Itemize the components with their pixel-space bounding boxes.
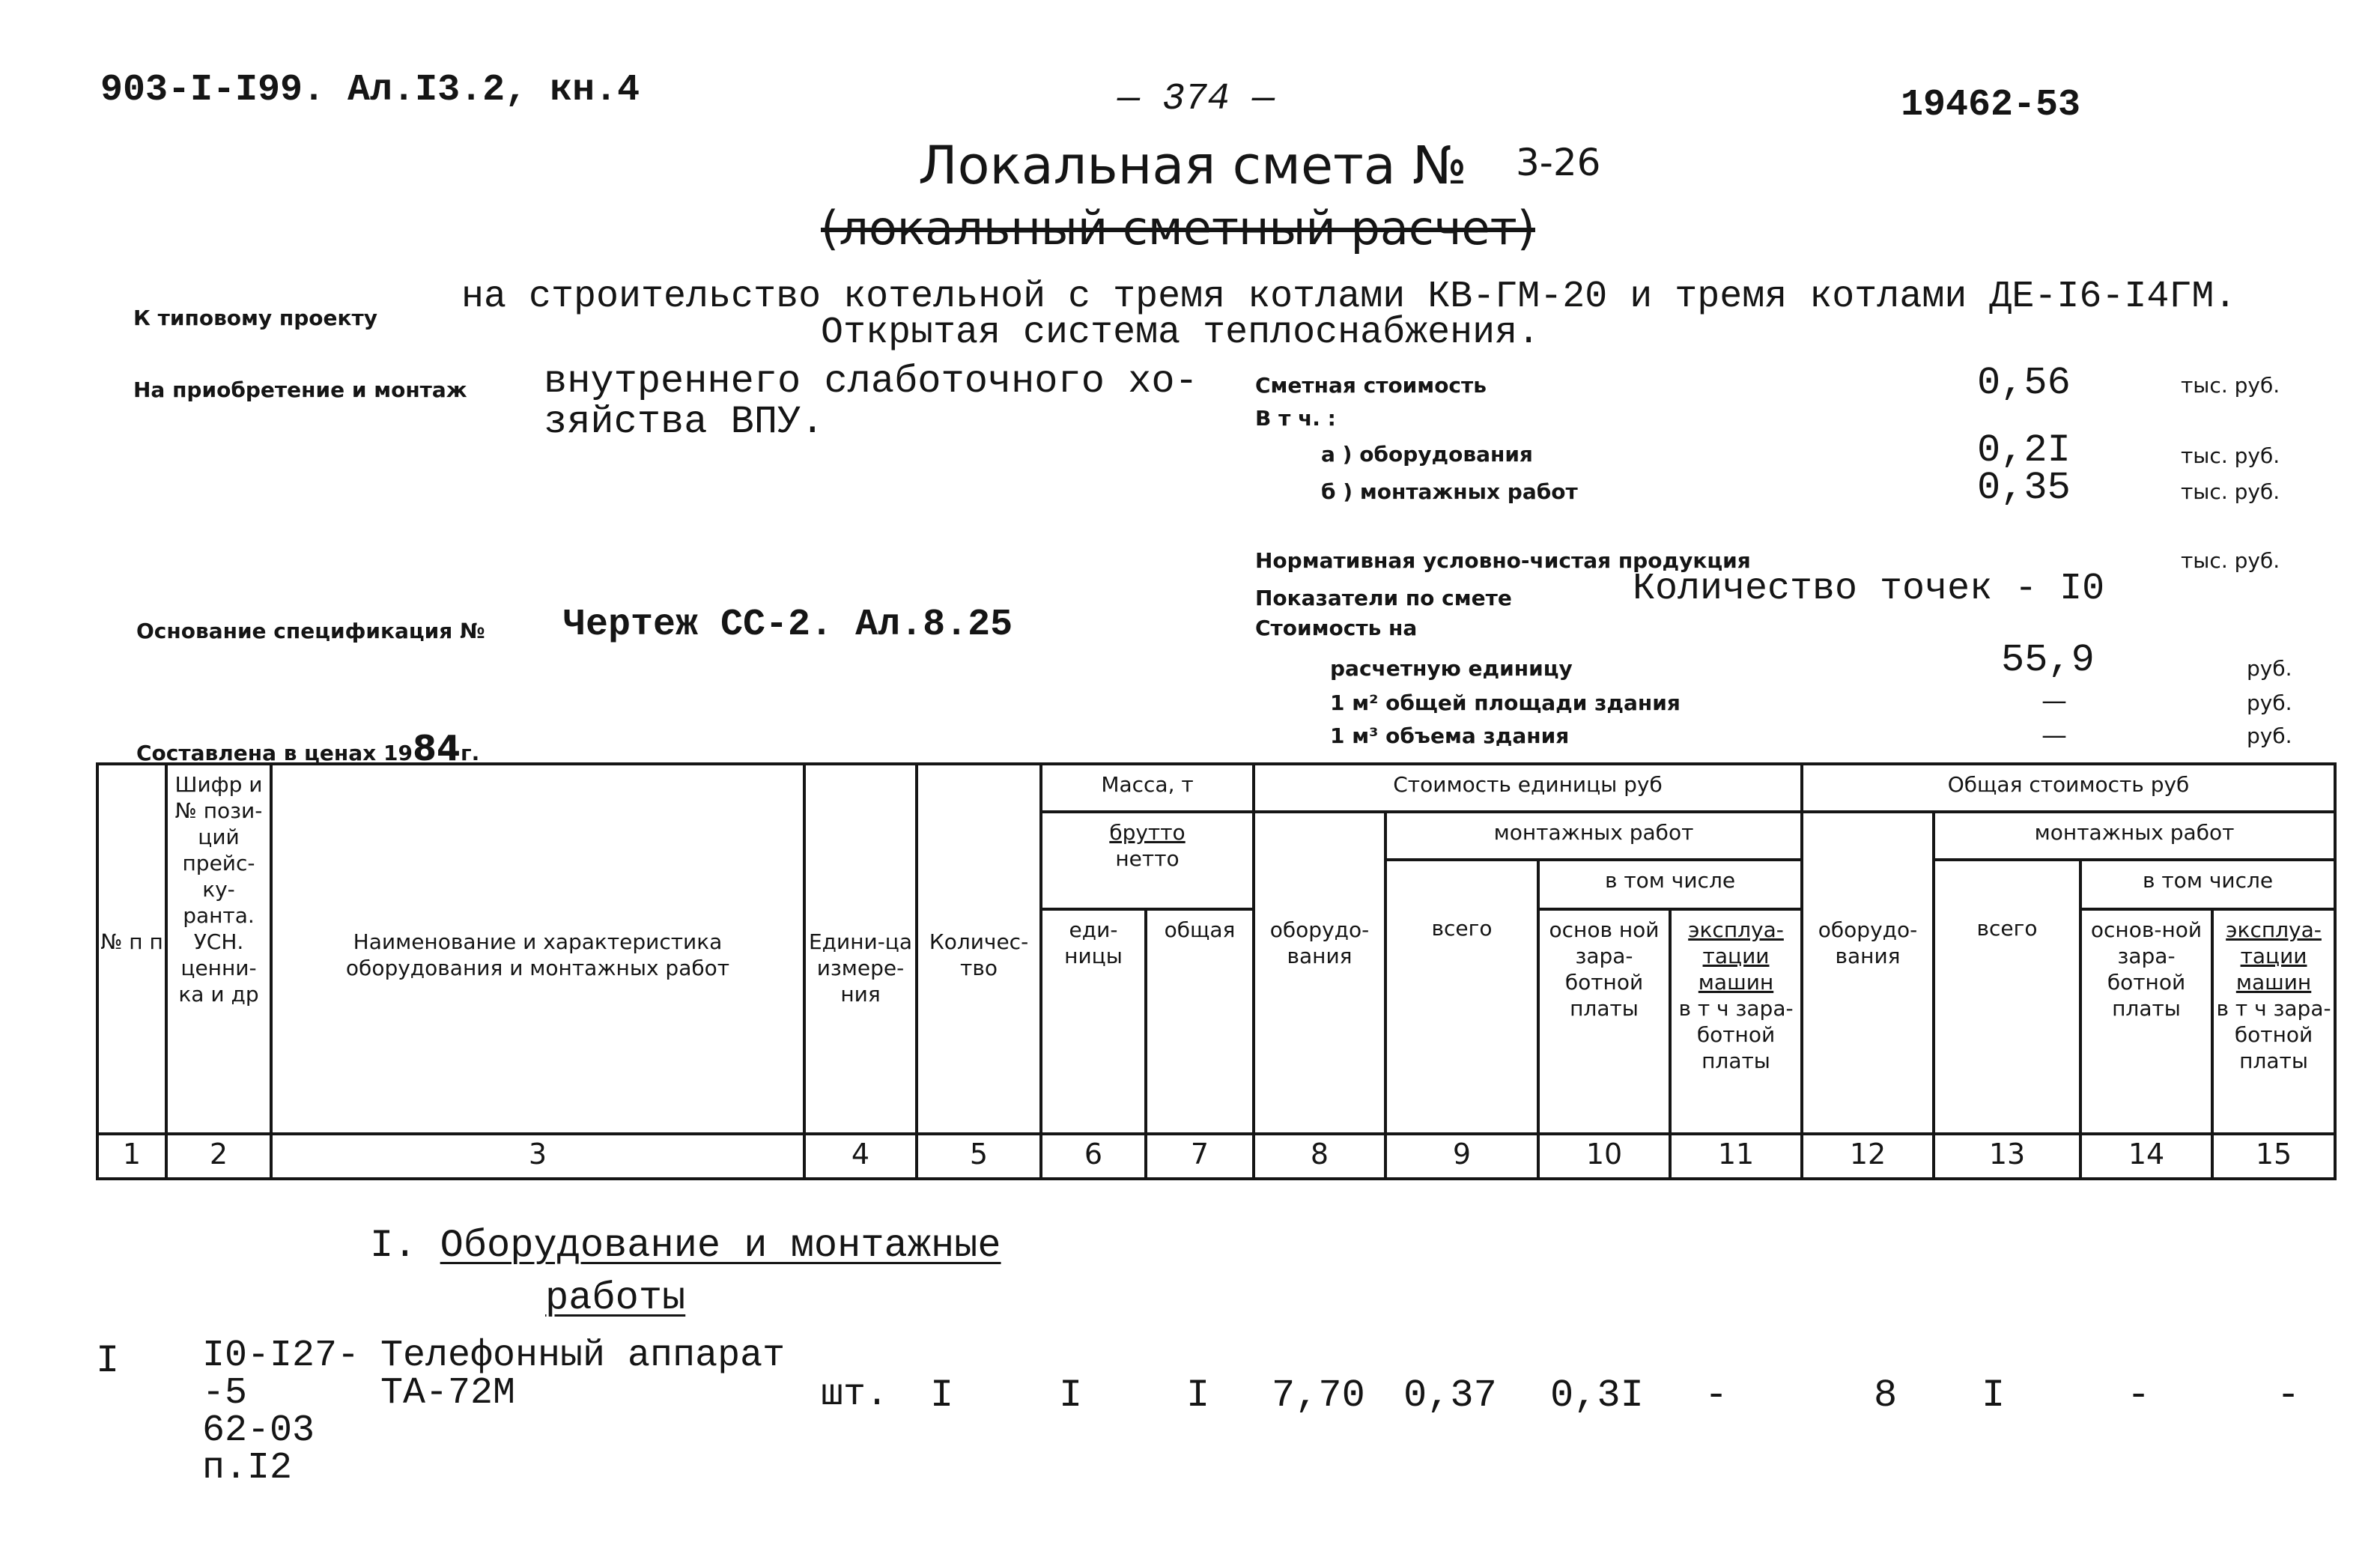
row-quantity: I — [930, 1374, 954, 1418]
header-unit-install: монтажных работ — [1385, 812, 1802, 860]
area-label: 1 м² общей площади здания — [1330, 690, 1681, 715]
purpose-label: На приобретение и монтаж — [133, 377, 467, 402]
equipment-cost-label: а ) оборудования — [1321, 442, 1533, 467]
indicators-value: Количество точек - I0 — [1633, 568, 2105, 610]
indicators-label: Показатели по смете — [1255, 586, 1512, 610]
column-number: 6 — [1041, 1134, 1146, 1179]
header-col-7: общая — [1146, 909, 1254, 1134]
column-number: 10 — [1538, 1134, 1670, 1179]
column-number: 3 — [271, 1134, 804, 1179]
header-col-13: всего — [1934, 860, 2080, 1134]
column-number: 13 — [1934, 1134, 2080, 1179]
calc-unit-unit: руб. — [2247, 656, 2292, 681]
header-unit-incl: в том числе — [1538, 860, 1802, 909]
header-group-total-cost: Общая стоимость руб — [1802, 764, 2335, 812]
installation-cost-value: 0,35 — [1977, 466, 2071, 510]
volume-label: 1 м³ объема здания — [1330, 723, 1570, 748]
header-col-5: Количес-тво — [917, 764, 1041, 1134]
volume-value: — — [2041, 720, 2067, 750]
header-brutto-netto: брутто нетто — [1041, 812, 1254, 909]
row-install-unit-total: 0,37 — [1403, 1374, 1497, 1418]
normative-label: Нормативная условно-чистая продукция — [1255, 548, 1751, 573]
row-item-name: Телефонный аппарат ТА-72М — [380, 1335, 786, 1415]
total-cost-value: 0,56 — [1977, 361, 2071, 405]
row-number: I — [96, 1339, 120, 1383]
basis-value: Чертеж СС-2. Ал.8.25 — [563, 604, 1013, 646]
document-title: Локальная смета № — [918, 135, 1467, 196]
row-unit: шт. — [821, 1374, 889, 1416]
header-group-unit-cost: Стоимость единицы руб — [1254, 764, 1802, 812]
registration-number: 19462-53 — [1901, 84, 2081, 127]
normative-unit: тыс. руб. — [2181, 548, 2280, 573]
area-value: — — [2041, 686, 2067, 716]
header-group-mass: Масса, т — [1041, 764, 1254, 812]
row-mass-unit: I — [1059, 1374, 1083, 1418]
project-label: К типовому проекту — [133, 306, 378, 330]
column-number: 7 — [1146, 1134, 1254, 1179]
header-total-install: монтажных работ — [1934, 812, 2335, 860]
header-col-2: Шифр и № пози-ций прейс-ку-ранта. УСН. ценни-ка и др — [166, 764, 271, 1134]
row-total-machine: - — [2277, 1374, 2301, 1418]
header-total-incl: в том числе — [2080, 860, 2335, 909]
column-number: 15 — [2212, 1134, 2335, 1179]
row-code: I0-I27- -5 62-03 п.I2 — [202, 1335, 360, 1490]
header-col-11: эксплуа-тации машин в т ч зара-ботной платы — [1670, 909, 1802, 1134]
header-col-9: всего — [1385, 860, 1538, 1134]
section-title-line-2: работы — [545, 1276, 686, 1320]
area-unit: руб. — [2247, 690, 2292, 715]
row-mass-total: I — [1186, 1374, 1210, 1418]
prices-label: Составлена в ценах 1984г. — [136, 728, 480, 768]
column-number: 14 — [2080, 1134, 2212, 1179]
installation-cost-label: б ) монтажных работ — [1321, 479, 1578, 504]
row-total-equipment: 8 — [1874, 1374, 1898, 1418]
column-number: 12 — [1802, 1134, 1934, 1179]
volume-unit: руб. — [2247, 723, 2292, 748]
row-total-wage: - — [2127, 1374, 2151, 1418]
project-line-2: Открытая система теплоснабжения. — [821, 312, 1540, 354]
header-col-3: Наименование и характеристика оборудования и монтажных работ — [271, 764, 804, 1134]
purpose-line-1: внутреннего слаботочного хо- — [544, 359, 1198, 404]
column-number: 5 — [917, 1134, 1041, 1179]
calc-unit-label: расчетную единицу — [1330, 656, 1573, 681]
including-label: В т ч. : — [1255, 406, 1336, 431]
equipment-cost-unit: тыс. руб. — [2181, 443, 2280, 468]
header-col-10: основ ной зара-ботной платы — [1538, 909, 1670, 1134]
row-install-unit-wage: 0,3I — [1550, 1374, 1644, 1418]
total-cost-label: Сметная стоимость — [1255, 373, 1487, 398]
column-number: 1 — [97, 1134, 166, 1179]
calc-unit-value: 55,9 — [2001, 638, 2095, 682]
document-code: 903-I-I99. Ал.I3.2, кн.4 — [100, 69, 640, 112]
column-number: 4 — [804, 1134, 917, 1179]
purpose-line-2: зяйства ВПУ. — [544, 400, 825, 444]
header-col-15: эксплуа-тации машин в т ч зара-ботной платы — [2212, 909, 2335, 1134]
header-col-14: основ-ной зара-ботной платы — [2080, 909, 2212, 1134]
column-number: 9 — [1385, 1134, 1538, 1179]
estimate-table — [96, 762, 2337, 1180]
installation-cost-unit: тыс. руб. — [2181, 479, 2280, 504]
header-col-8: оборудо-вания — [1254, 812, 1385, 1134]
section-title: I. Оборудование и монтажные — [370, 1224, 1001, 1268]
project-line-1: на строительство котельной с тремя котлами КВ-ГМ-20 и тремя котлами ДЕ-I6-I4ГМ. — [461, 276, 2237, 318]
estimate-number: 3-26 — [1516, 141, 1601, 184]
total-cost-unit: тыс. руб. — [2181, 373, 2280, 398]
header-col-6: еди-ницы — [1041, 909, 1146, 1134]
basis-label: Основание спецификация № — [136, 619, 485, 643]
equipment-cost-value: 0,2I — [1977, 428, 2071, 473]
row-install-unit-machine: - — [1704, 1374, 1728, 1418]
cost-per-label: Стоимость на — [1255, 616, 1418, 640]
row-total-install: I — [1982, 1374, 2006, 1418]
header-col-12: оборудо-вания — [1802, 812, 1934, 1134]
document-subtitle-struck: (локальный сметный расчет) — [821, 201, 1535, 255]
column-number: 8 — [1254, 1134, 1385, 1179]
column-number: 2 — [166, 1134, 271, 1179]
header-col-4: Едини-ца измере-ния — [804, 764, 917, 1134]
column-number: 11 — [1670, 1134, 1802, 1179]
row-equipment-unit-cost: 7,70 — [1272, 1374, 1365, 1418]
header-col-1: № п п — [97, 764, 166, 1134]
page-number: — 374 — — [1117, 78, 1275, 121]
